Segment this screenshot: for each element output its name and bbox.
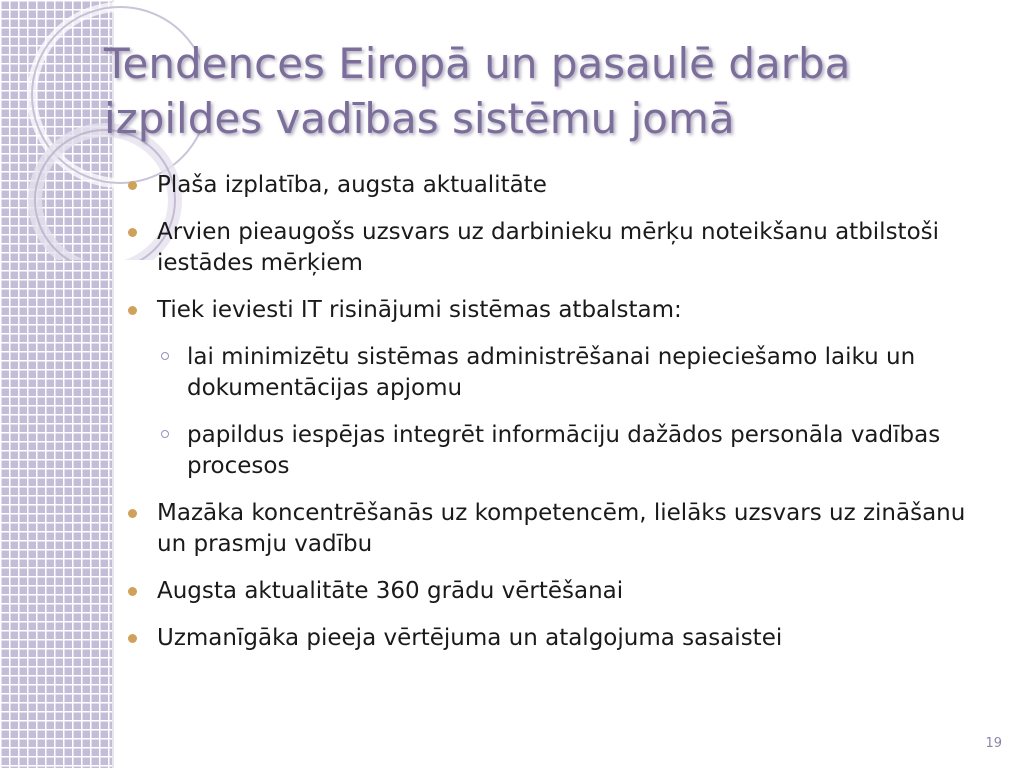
bullet-item: Tiek ieviesti IT risinājumi sistēmas atbalstam: xyxy=(128,295,998,326)
bullet-item: Mazāka koncentrēšanās uz kompetencēm, lielāks uzsvars uz zināšanu un prasmju vadību xyxy=(128,498,998,560)
bullet-item: Augsta aktualitāte 360 grādu vērtēšanai xyxy=(128,576,998,607)
bullet-item: Arvien pieaugošs uzsvars uz darbinieku mērķu noteikšanu atbilstoši iestādes mērķiem xyxy=(128,217,998,279)
slide-title xyxy=(104,36,1004,146)
slide-title-line-1: Tendences Eiropā un pasaulē darba xyxy=(104,39,851,88)
bullet-item: Plaša izplatība, augsta aktualitāte xyxy=(128,170,998,201)
sub-bullet-item: lai minimizētu sistēmas administrēšanai nepieciešamo laiku un dokumentācijas apjomu xyxy=(128,342,998,404)
slide-title-line-2: izpildes vadības sistēmu jomā xyxy=(104,94,735,143)
sub-bullet-item: papildus iespējas integrēt informāciju dažādos personāla vadības procesos xyxy=(128,420,998,482)
bullet-item: Uzmanīgāka pieeja vērtējuma un atalgojuma sasaistei xyxy=(128,623,998,654)
bullet-list xyxy=(128,170,998,670)
page-number: 19 xyxy=(985,736,1002,751)
